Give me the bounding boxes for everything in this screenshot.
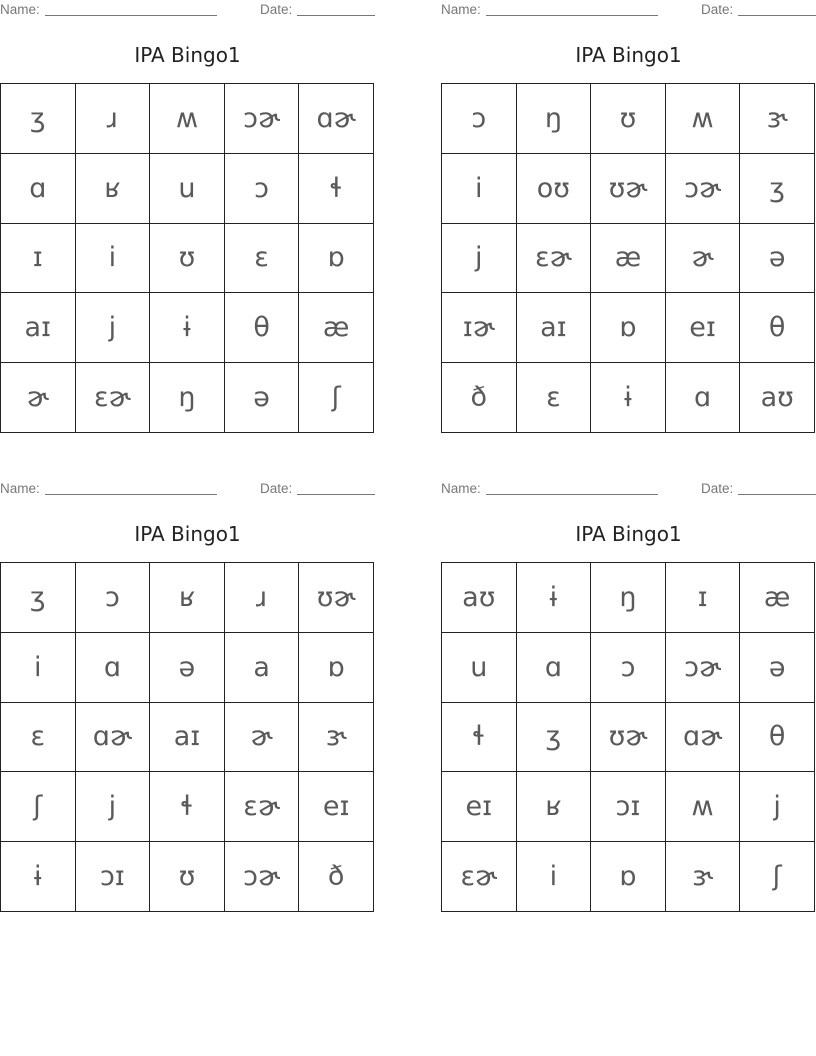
date-label: Date: bbox=[260, 481, 293, 496]
bingo-cell[interactable]: ɑɚ bbox=[76, 703, 151, 773]
bingo-cell[interactable]: ʒ bbox=[740, 154, 815, 224]
bingo-cell[interactable]: ɬ bbox=[299, 154, 374, 224]
bingo-cell[interactable]: æ bbox=[591, 224, 666, 294]
bingo-cell[interactable]: u bbox=[442, 633, 517, 703]
bingo-card bbox=[0, 479, 375, 914]
name-blank-line[interactable] bbox=[486, 494, 658, 495]
date-blank-line[interactable] bbox=[738, 15, 816, 16]
bingo-cell[interactable]: ʃ bbox=[1, 772, 76, 842]
bingo-cell[interactable]: i bbox=[442, 154, 517, 224]
bingo-cell[interactable]: ɚ bbox=[225, 703, 300, 773]
bingo-cell[interactable]: ɛɚ bbox=[225, 772, 300, 842]
bingo-cell[interactable]: j bbox=[76, 772, 151, 842]
bingo-cell[interactable]: ʊɚ bbox=[591, 154, 666, 224]
card-title: IPA Bingo1 bbox=[575, 522, 682, 546]
bingo-cell[interactable]: ʃ bbox=[299, 363, 374, 433]
name-date-header bbox=[0, 481, 375, 497]
bingo-cell[interactable]: ɑ bbox=[76, 633, 151, 703]
card-title: IPA Bingo1 bbox=[134, 522, 241, 546]
bingo-cell[interactable]: ɑ bbox=[1, 154, 76, 224]
bingo-cell[interactable]: ɒ bbox=[591, 842, 666, 912]
bingo-cell[interactable]: ɒ bbox=[299, 224, 374, 294]
bingo-cell[interactable]: ɛ bbox=[1, 703, 76, 773]
bingo-cell[interactable]: ʒ bbox=[1, 84, 76, 154]
bingo-cell[interactable]: ɪ bbox=[1, 224, 76, 294]
date-label: Date: bbox=[260, 2, 293, 17]
bingo-cell[interactable]: ɹ bbox=[76, 84, 151, 154]
bingo-cell[interactable]: ʊ bbox=[591, 84, 666, 154]
bingo-cell[interactable]: ŋ bbox=[150, 363, 225, 433]
bingo-cell[interactable]: aʊ bbox=[442, 563, 517, 633]
name-blank-line[interactable] bbox=[45, 15, 217, 16]
bingo-cell[interactable]: ɝ bbox=[740, 84, 815, 154]
bingo-cell[interactable]: ɬ bbox=[442, 703, 517, 773]
bingo-cell[interactable]: u bbox=[150, 154, 225, 224]
bingo-cell[interactable]: θ bbox=[740, 703, 815, 773]
name-blank-line[interactable] bbox=[45, 494, 217, 495]
bingo-cell[interactable]: ʒ bbox=[517, 703, 592, 773]
bingo-cell[interactable]: ɔɚ bbox=[666, 154, 741, 224]
name-label: Name: bbox=[0, 2, 40, 17]
bingo-cell[interactable]: ʁ bbox=[517, 772, 592, 842]
bingo-cell[interactable]: j bbox=[442, 224, 517, 294]
bingo-cell[interactable]: θ bbox=[740, 293, 815, 363]
bingo-cell[interactable]: ʁ bbox=[76, 154, 151, 224]
bingo-cell[interactable]: ɛ bbox=[225, 224, 300, 294]
bingo-cell[interactable]: ɛɚ bbox=[76, 363, 151, 433]
bingo-cell[interactable]: ɔɚ bbox=[666, 633, 741, 703]
bingo-cell[interactable]: aɪ bbox=[1, 293, 76, 363]
date-label: Date: bbox=[701, 481, 734, 496]
bingo-cell[interactable]: ɒ bbox=[591, 293, 666, 363]
bingo-cell[interactable]: ɒ bbox=[299, 633, 374, 703]
bingo-cell[interactable]: ɛ bbox=[517, 363, 592, 433]
bingo-cell[interactable]: ɑ bbox=[517, 633, 592, 703]
bingo-cell[interactable]: eɪ bbox=[666, 293, 741, 363]
bingo-grid bbox=[0, 83, 374, 433]
name-label: Name: bbox=[441, 2, 481, 17]
bingo-cell[interactable]: ɪ bbox=[666, 563, 741, 633]
bingo-cell[interactable]: ə bbox=[740, 224, 815, 294]
bingo-cell[interactable]: ʍ bbox=[150, 84, 225, 154]
card-title: IPA Bingo1 bbox=[575, 43, 682, 67]
bingo-cell[interactable]: ɑɚ bbox=[666, 703, 741, 773]
bingo-cell[interactable]: ɨ bbox=[1, 842, 76, 912]
bingo-cell[interactable]: æ bbox=[740, 563, 815, 633]
bingo-cell[interactable]: ɔɪ bbox=[76, 842, 151, 912]
bingo-cell[interactable]: ɹ bbox=[225, 563, 300, 633]
bingo-cell[interactable]: ɔ bbox=[225, 154, 300, 224]
bingo-cell[interactable]: ʒ bbox=[1, 563, 76, 633]
bingo-cell[interactable]: ɝ bbox=[299, 703, 374, 773]
bingo-cell[interactable]: ɛɚ bbox=[517, 224, 592, 294]
bingo-cell[interactable]: aɪ bbox=[150, 703, 225, 773]
bingo-cell[interactable]: i bbox=[517, 842, 592, 912]
bingo-cell[interactable]: eɪ bbox=[442, 772, 517, 842]
bingo-cell[interactable]: ə bbox=[150, 633, 225, 703]
name-label: Name: bbox=[441, 481, 481, 496]
date-label: Date: bbox=[701, 2, 734, 17]
bingo-cell[interactable]: ʊɚ bbox=[591, 703, 666, 773]
bingo-cell[interactable]: θ bbox=[225, 293, 300, 363]
bingo-cell[interactable]: ʊ bbox=[150, 842, 225, 912]
bingo-cell[interactable]: ɑ bbox=[666, 363, 741, 433]
date-blank-line[interactable] bbox=[738, 494, 816, 495]
bingo-cell[interactable]: ɛɚ bbox=[442, 842, 517, 912]
bingo-cell[interactable]: j bbox=[740, 772, 815, 842]
bingo-cell[interactable]: ɔ bbox=[591, 633, 666, 703]
bingo-cell[interactable]: ʍ bbox=[666, 84, 741, 154]
bingo-grid bbox=[441, 562, 815, 912]
bingo-cell[interactable]: ə bbox=[740, 633, 815, 703]
bingo-cell[interactable]: ɝ bbox=[666, 842, 741, 912]
bingo-cell[interactable]: ŋ bbox=[517, 84, 592, 154]
bingo-cell[interactable]: ʊ bbox=[150, 224, 225, 294]
bingo-cell[interactable]: ŋ bbox=[591, 563, 666, 633]
bingo-cell[interactable]: ɑɚ bbox=[299, 84, 374, 154]
bingo-cell[interactable]: eɪ bbox=[299, 772, 374, 842]
bingo-cell[interactable]: ɨ bbox=[591, 363, 666, 433]
name-date-header bbox=[441, 2, 816, 18]
bingo-cell[interactable]: ɨ bbox=[150, 293, 225, 363]
bingo-cell[interactable]: oʊ bbox=[517, 154, 592, 224]
card-title: IPA Bingo1 bbox=[134, 43, 241, 67]
bingo-cell[interactable]: ɔɪ bbox=[591, 772, 666, 842]
bingo-cell[interactable]: ɚ bbox=[666, 224, 741, 294]
bingo-cell[interactable]: ə bbox=[225, 363, 300, 433]
bingo-cell[interactable]: ɚ bbox=[1, 363, 76, 433]
bingo-grid bbox=[441, 83, 815, 433]
bingo-cell[interactable]: ʁ bbox=[150, 563, 225, 633]
bingo-cell[interactable]: ʍ bbox=[666, 772, 741, 842]
name-label: Name: bbox=[0, 481, 40, 496]
bingo-cell[interactable]: ɬ bbox=[150, 772, 225, 842]
date-blank-line[interactable] bbox=[297, 15, 375, 16]
bingo-card bbox=[441, 0, 816, 435]
bingo-cell[interactable]: ɔ bbox=[442, 84, 517, 154]
bingo-cell[interactable]: ʊɚ bbox=[299, 563, 374, 633]
bingo-card bbox=[0, 0, 375, 435]
bingo-cell[interactable]: æ bbox=[299, 293, 374, 363]
bingo-card bbox=[441, 479, 816, 914]
bingo-cell[interactable]: ð bbox=[299, 842, 374, 912]
bingo-cell[interactable]: a bbox=[225, 633, 300, 703]
name-date-header bbox=[0, 2, 375, 18]
bingo-cell[interactable]: i bbox=[1, 633, 76, 703]
bingo-cell[interactable]: ð bbox=[442, 363, 517, 433]
bingo-cell[interactable]: ʃ bbox=[740, 842, 815, 912]
bingo-cell[interactable]: ɔɚ bbox=[225, 84, 300, 154]
date-blank-line[interactable] bbox=[297, 494, 375, 495]
bingo-cell[interactable]: aʊ bbox=[740, 363, 815, 433]
name-date-header bbox=[441, 481, 816, 497]
bingo-cell[interactable]: ɔ bbox=[76, 563, 151, 633]
bingo-grid bbox=[0, 562, 374, 912]
name-blank-line[interactable] bbox=[486, 15, 658, 16]
bingo-cell[interactable]: ɔɚ bbox=[225, 842, 300, 912]
bingo-cell[interactable]: i bbox=[76, 224, 151, 294]
bingo-cell[interactable]: ɪɚ bbox=[442, 293, 517, 363]
bingo-cell[interactable]: j bbox=[76, 293, 151, 363]
bingo-cell[interactable]: aɪ bbox=[517, 293, 592, 363]
bingo-cell[interactable]: ɨ bbox=[517, 563, 592, 633]
